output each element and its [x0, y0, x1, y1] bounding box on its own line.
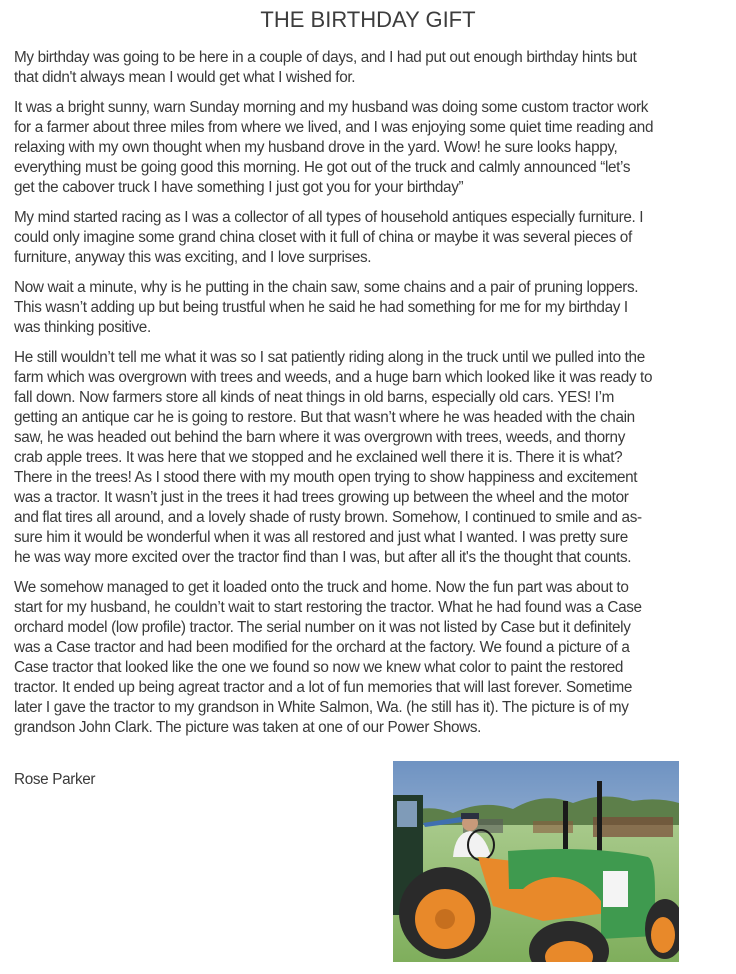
paragraph-2: [14, 98, 730, 198]
paragraph-5: [14, 348, 730, 568]
tractor-photo-illustration: [393, 761, 679, 962]
text-line: was a Case tractor and had been modified for the orchard at the factory. We found a picture of a: [14, 639, 630, 656]
text-line: sure him it would be wonderful when it was all restored and just what I wanted. I was pretty sure: [14, 529, 628, 546]
text-line: crab apple trees. It was here that we stopped and he exclained well there it is. There it is what?: [14, 449, 623, 466]
text-line: fall down. Now farmers store all kinds of neat things in old barns, especially old cars. YES! I’m: [14, 389, 615, 406]
text-line: tractor. It ended up being agreat tractor and a lot of fun memories that will last forever. Sometime: [14, 679, 633, 696]
text-line: get the cabover truck I have something I just got you for your birthday”: [14, 179, 464, 196]
text-line: start for my husband, he couldn’t wait to start restoring the tractor. What he had found was a Case: [14, 599, 642, 616]
paragraph-4: [14, 278, 730, 338]
tractor-photo: [393, 761, 679, 962]
text-line: Case tractor that looked like the one we found so now we knew what color to paint the restored: [14, 659, 624, 676]
paragraph-6: [14, 578, 730, 738]
text-line: getting an antique car he is going to restore. But that wasn’t where he was headed with the chain: [14, 409, 635, 426]
text-line: Now wait a minute, why is he putting in the chain saw, some chains and a pair of pruning loppers.: [14, 279, 639, 296]
text-line: There in the trees! As I stood there with my mouth open trying to show happiness and excitement: [14, 469, 638, 486]
text-line: for a farmer about three miles from where we lived, and I was enjoying some quiet time reading and: [14, 119, 654, 136]
text-line: saw, he was headed out behind the barn where it was overgrown with trees, weeds, and thorny: [14, 429, 626, 446]
text-line: He still wouldn’t tell me what it was so I sat patiently riding along in the truck until we pulled into the: [14, 349, 645, 366]
text-line: everything must be going good this morning. He got out of the truck and calmly announced “let’s: [14, 159, 631, 176]
text-line: relaxing with my own thought when my husband drove in the yard. Wow! he sure looks happy,: [14, 139, 618, 156]
text-line: My birthday was going to be here in a couple of days, and I had put out enough birthday hints but: [14, 49, 637, 66]
text-line: and flat tires all around, and a lovely shade of rusty brown. Somehow, I continued to smile and as-: [14, 509, 642, 526]
paragraph-3: [14, 208, 730, 268]
text-line: This wasn’t adding up but being trustful when he said he had something for me for my birthday I: [14, 299, 628, 316]
text-line: could only imagine some grand china closet with it full of china or maybe it was several pieces of: [14, 229, 632, 246]
text-line: he was way more excited over the tractor find than I was, but after all it's the thought that counts.: [14, 549, 632, 566]
text-line: was a tractor. It wasn’t just in the trees it had trees growing up between the wheel and the motor: [14, 489, 629, 506]
text-line: We somehow managed to get it loaded onto the truck and home. Now the fun part was about to: [14, 579, 629, 596]
paragraph-1: [14, 48, 730, 88]
text-line: orchard model (low profile) tractor. The serial number on it was not listed by Case but it definitely: [14, 619, 631, 636]
text-line: was thinking positive.: [14, 319, 151, 336]
text-line: furniture, anyway this was exciting, and I love surprises.: [14, 249, 372, 266]
text-line: later I gave the tractor to my grandson in White Salmon, Wa. (he still has it). The picture is of my: [14, 699, 629, 716]
story-body: [14, 48, 730, 748]
text-line: It was a bright sunny, warn Sunday morning and my husband was doing some custom tractor work: [14, 99, 649, 116]
text-line: grandson John Clark. The picture was taken at one of our Power Shows.: [14, 719, 482, 736]
author-signature: Rose Parker: [14, 771, 96, 788]
text-line: My mind started racing as I was a collector of all types of household antiques especially furniture. I: [14, 209, 644, 226]
page-title: THE BIRTHDAY GIFT: [260, 7, 476, 32]
text-line: that didn't always mean I would get what I wished for.: [14, 69, 356, 86]
text-line: farm which was overgrown with trees and weeds, and a huge barn which looked like it was ready to: [14, 369, 653, 386]
